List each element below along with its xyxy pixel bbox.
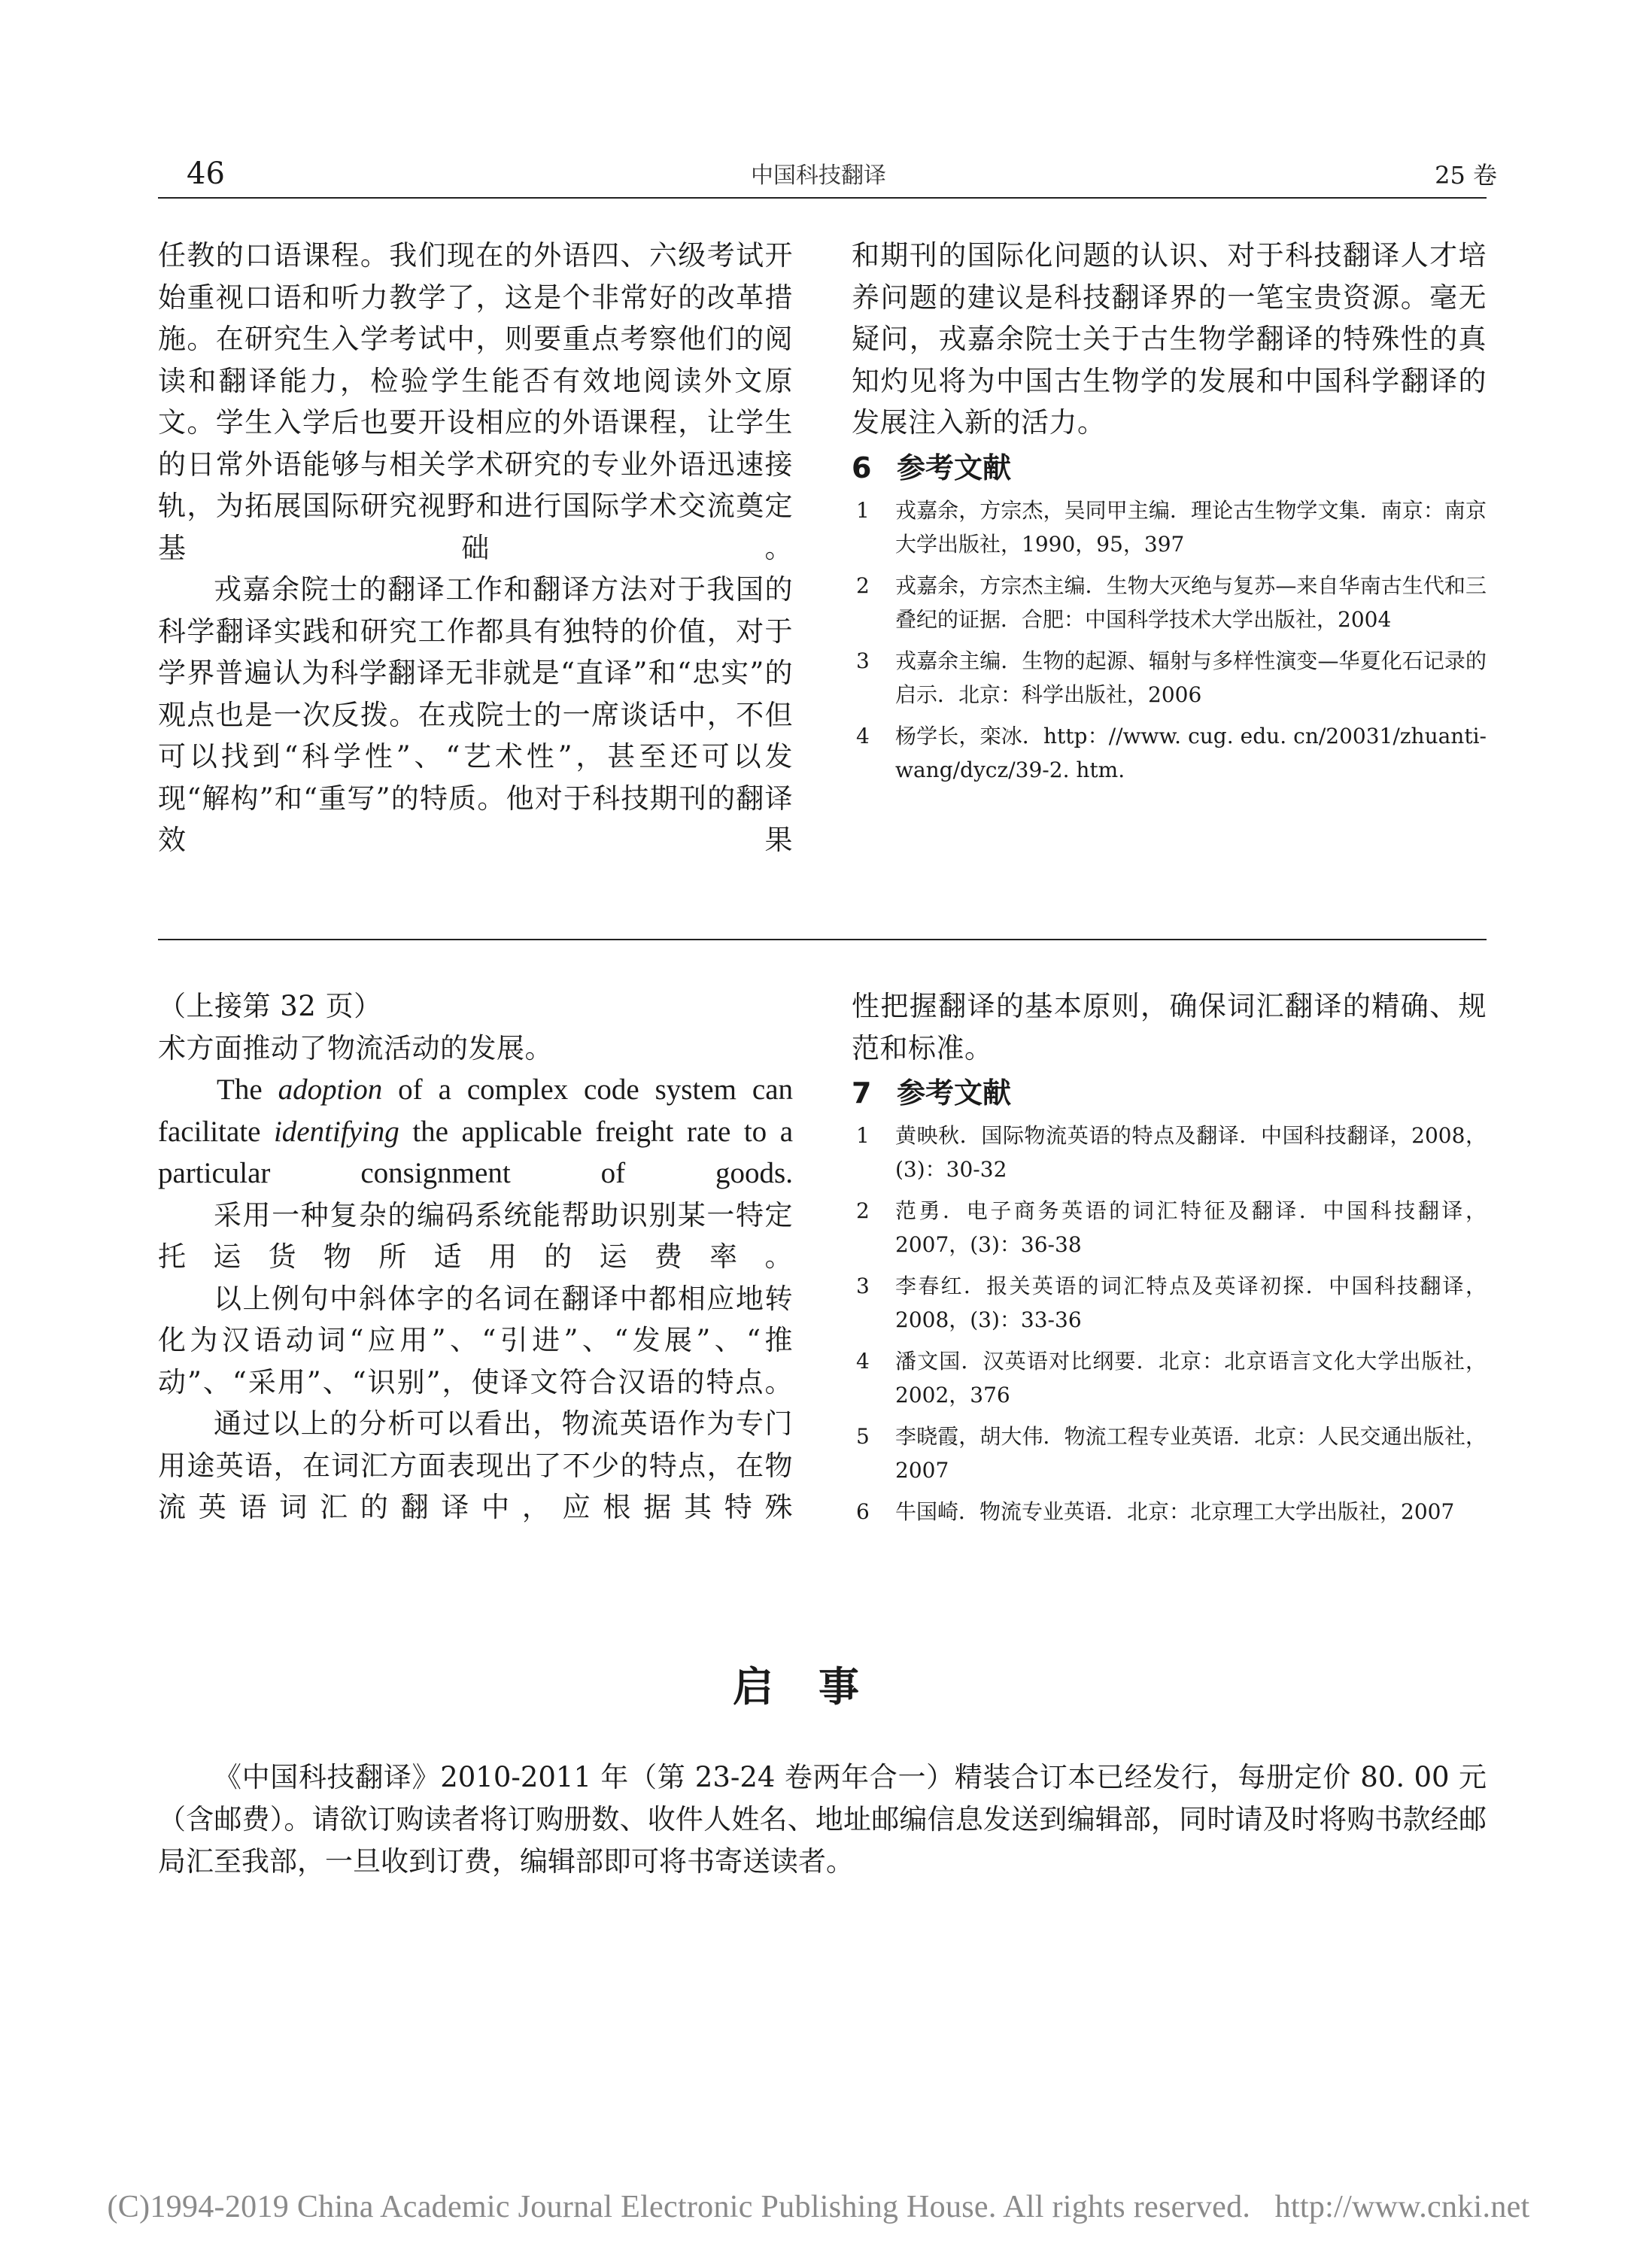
notice-paragraph: 《中国科技翻译》2010-2011 年（第 23-24 卷两年合一）精装合订本已经发行，每册定价 80. 00 元（含邮费）。请欲订购读者将订购册数、收件人姓名、地址邮编信息发送到编辑部，同时请及时将购书款经邮局汇至我部，一旦收到订费，编辑部即可将书寄送读者。 [158,1761,1487,1878]
reference-number: 3 [856,1274,870,1298]
article-separator [158,939,1487,940]
italic-term: adoption [278,1073,383,1106]
reference-text: 戎嘉余，方宗杰主编．生物大灭绝与复苏—来自华南古生代和三叠纪的证据．合肥：中国科学技术大学出版社，2004 [895,572,1487,632]
reference-text: 潘文国．汉英语对比纲要．北京：北京语言文化大学出版社，2002，376 [895,1349,1487,1407]
english-text: the applicable freight rate to a particular consignment of goods. [158,1115,794,1189]
section-title: 参考文献 [897,451,1012,484]
reference-text: 戎嘉余主编．生物的起源、辐射与多样性演变—华夏化石记录的启示．北京：科学出版社，2006 [895,648,1487,707]
body-paragraph: 和期刊的国际化问题的认识、对于科技翻译人才培养问题的建议是科技翻译界的一笔宝贵资源。毫无疑问，戎嘉余院士关于古生物学翻译的特殊性的真知灼见将为中国古生物学的发展和中国科学翻译的发展注入新的活力。 [852,239,1487,439]
reference-item [852,1419,1487,1487]
section-number: 6 [852,451,872,484]
section-heading-references [852,447,1487,489]
reference-number: 5 [856,1424,870,1449]
reference-text: 范勇．电子商务英语的词汇特征及翻译．中国科技翻译，2007，(3)：36-38 [895,1198,1487,1257]
reference-item [852,1194,1487,1262]
reference-number: 2 [856,572,870,598]
body-paragraph: 任教的口语课程。我们现在的外语四、六级考试开始重视口语和听力教学了，这是个非常好的改革措施。在研究生入学考试中，则要重点考察他们的阅读和翻译能力，检验学生能否有效地阅读外文原文。学生入学后也要开设相应的外语课程，让学生的日常外语能够与相关学术研究的专业外语迅速接轨，为拓展国际研究视野和进行国际学术交流奠定基础。 [158,239,793,564]
reference-text: 牛国崎．物流专业英语．北京：北京理工大学出版社，2007 [895,1499,1455,1524]
body-paragraph: 戎嘉余院士的翻译工作和翻译方法对于我国的科学翻译实践和研究工作都具有独特的价值，对于学界普遍认为科学翻译无非就是“直译”和“忠实”的观点也是一次反拨。在戎院士的一席谈话中，不但可以找到“科学性”、“艺术性”，甚至还可以发现“解构”和“重写”的特质。他对于科技期刊的翻译效果 [158,573,793,856]
reference-item [852,493,1487,561]
body-paragraph: 采用一种复杂的编码系统能帮助识别某一特定托运货物所适用的运费率。 [158,1198,793,1273]
italic-term: identifying [273,1115,399,1148]
body-paragraph: 通过以上的分析可以看出，物流英语作为专门用途英语，在词汇方面表现出了不少的特点，在物流英语词汇的翻译中，应根据其特殊 [158,1407,793,1523]
top-left-column [158,235,793,861]
reference-item [852,1269,1487,1337]
body-paragraph: 性把握翻译的基本原则，确保词汇翻译的精确、规范和标准。 [852,990,1487,1064]
section-heading-references [852,1072,1487,1114]
continued-from-note: （上接第 32 页） [158,990,382,1022]
reference-text: 杨学长，栾冰．http：//www. cug. edu. cn/20031/zhuanti-wang/dycz/39-2. htm. [895,723,1487,782]
reference-text: 黄映秋．国际物流英语的特点及翻译．中国科技翻译，2008，(3)：30-32 [895,1123,1487,1182]
reference-item [852,719,1487,787]
copyright-footer [0,2189,1637,2225]
section-number: 7 [852,1076,872,1110]
reference-number: 4 [856,1349,870,1374]
reference-list [852,1119,1487,1529]
reference-item [852,644,1487,712]
section-title: 参考文献 [897,1076,1012,1110]
reference-text: 李春红．报关英语的词汇特点及英译初探．中国科技翻译，2008，(3)：33-36 [895,1274,1487,1332]
notice-body [158,1756,1487,1883]
reference-list [852,493,1487,787]
english-example [158,1069,793,1195]
page-number: 46 [187,156,225,191]
reference-text: 李晓霞，胡大伟．物流工程专业英语．北京：人民交通出版社，2007 [895,1424,1487,1483]
header-rule [158,197,1487,199]
english-text: of a complex code system can facilitate [158,1073,793,1148]
reference-item [852,569,1487,636]
reference-number: 1 [856,1123,870,1148]
reference-item [852,1119,1487,1186]
bottom-right-column [852,985,1487,1536]
english-text: The [217,1073,278,1106]
running-header-volume: 25 卷 [1435,161,1497,190]
notice-title: 启事 [733,1663,904,1711]
bottom-left-column [158,985,793,1529]
copyright-text: (C)1994-2019 China Academic Journal Electronic Publishing House. All rights reserved. [107,2190,1251,2224]
reference-item [852,1344,1487,1412]
body-paragraph: 术方面推动了物流活动的发展。 [158,1031,553,1064]
reference-number: 3 [856,648,870,673]
reference-text: 戎嘉余，方宗杰，吴同甲主编．理论古生物学文集．南京：南京大学出版社，1990，95，397 [895,497,1487,557]
reference-number: 6 [856,1499,870,1524]
reference-number: 4 [856,723,870,748]
top-right-column [852,235,1487,794]
running-header-journal: 中国科技翻译 [751,162,886,189]
reference-number: 1 [856,497,870,523]
reference-item [852,1495,1487,1529]
cnki-url[interactable]: http://www.cnki.net [1274,2190,1530,2224]
reference-number: 2 [856,1198,870,1223]
body-paragraph: 以上例句中斜体字的名词在翻译中都相应地转化为汉语动词“应用”、“引进”、“发展”、“推动”、“采用”、“识别”，使译文符合汉语的特点。 [158,1282,793,1398]
